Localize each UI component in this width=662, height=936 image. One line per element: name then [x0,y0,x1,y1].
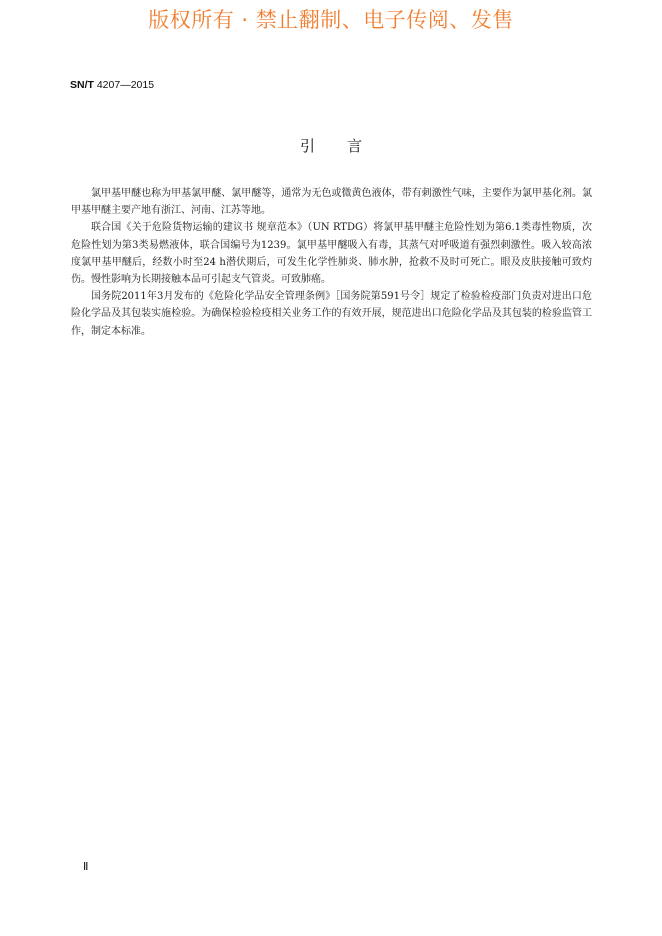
document-code [70,79,154,91]
page-number: Ⅱ [83,861,89,873]
section-title [0,135,662,156]
paragraph-1: 氯甲基甲醚也称为甲基氯甲醚、氯甲醚等，通常为无色或微黄色液体，带有刺激性气味，主要作为氯甲基化剂。氯甲基甲醚主要产地有浙江、河南、江苏等地。 [71,188,592,217]
document-code-number: 4207—2015 [96,79,155,91]
document-code-prefix: SN/T [70,79,94,91]
paragraph-3: 国务院2011年3月发布的《危险化学品安全管理条例》［国务院第591号令］规定了检验检疫部门负责对进出口危险化学品及其包装实施检验。为确保检验检疫相关业务工作的有效开展，规范进出口危险化学品及其包装的检验监管工作，制定本标准。 [71,291,592,337]
section-title-char-2: 言 [347,137,363,155]
section-title-char-1: 引 [299,137,315,155]
introduction-body [71,185,592,340]
copyright-watermark: 版权所有 · 禁止翻制、电子传阅、发售 [148,8,514,32]
paragraph-2: 联合国《关于危险货物运输的建议书 规章范本》（UN RTDG）将氯甲基甲醚主危险性划为第6.1类毒性物质，次危险性划为第3类易燃液体，联合国编号为1239。氯甲基甲醚吸入有毒，其蒸气对呼吸道有强烈刺激性。吸入较高浓度氯甲基甲醚后，经数小时至24 h潜伏期后，可发生化学性肺炎、肺水肿，抢救不及时可死亡。眼及皮肤接触可致灼伤。慢性影响为长期接触本品可引起支气管炎。可致肺癌。 [71,222,592,286]
